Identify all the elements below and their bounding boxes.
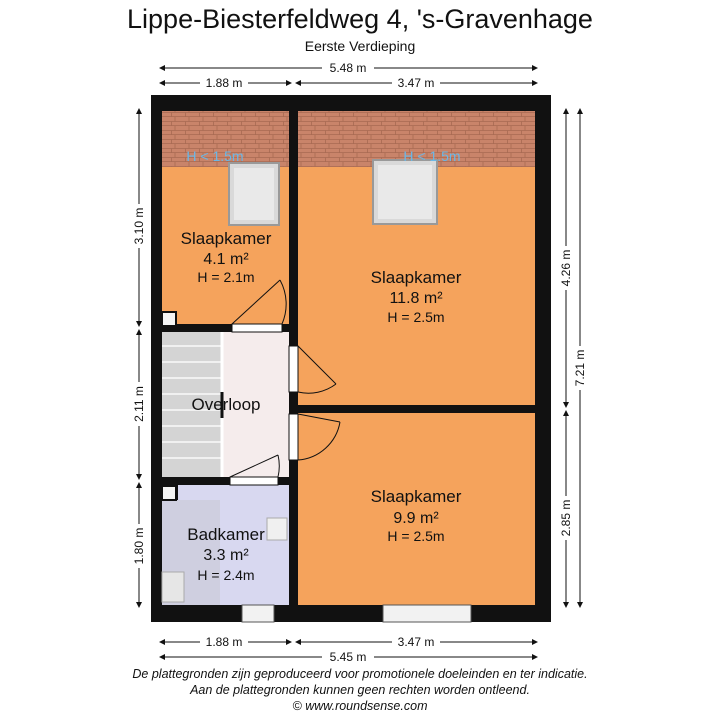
dim-bottom-total: 5.45 m [329,650,367,664]
room-label-height: H = 2.5m [387,528,445,544]
window-badkamer [242,605,274,622]
dim-bottom-right: 3.47 m [397,635,435,649]
room-label-height: H = 2.1m [197,269,255,285]
room-label-area: 3.3 m² [203,547,249,564]
page-title: Lippe-Biesterfeldweg 4, 's-Gravenhage [127,4,593,34]
dim-left-bottom: 1.80 m [132,527,146,565]
disclaimer-line-2: Aan de plattegronden kunnen geen rechten worden ontleend. [190,683,530,697]
pillar [162,312,176,326]
skylight-left-glass [234,168,274,220]
dim-top-total: 5.48 m [329,61,367,75]
room-label-area: 4.1 m² [203,251,249,268]
dim-top-left: 1.88 m [205,76,243,90]
dim-right-total: 7.21 m [573,349,587,387]
room-label-area: 11.8 m² [389,290,443,307]
room-label-name: Overloop [191,395,261,414]
dim-right-bottom: 2.85 m [559,499,573,537]
room-label-name: Slaapkamer [180,229,272,248]
low-ceiling-note-right: H < 1.5m [403,148,461,164]
room-label-height: H = 2.5m [387,309,445,325]
room-label-area: 9.9 m² [393,510,439,527]
pillar [162,486,176,500]
toilet [162,572,184,602]
dim-right-top: 4.26 m [559,249,573,287]
copyright-link: © www.roundsense.com [292,699,428,713]
disclaimer-line-1: De plattegronden zijn geproduceerd voor promotionele doeleinden en ter indicatie. [132,667,588,681]
window-slaapkamer-bottom [383,605,471,622]
low-ceiling-note-left: H < 1.5m [186,148,244,164]
room-label-name: Slaapkamer [370,268,462,287]
room-label-height: H = 2.4m [197,567,255,583]
skylight-right-glass [378,165,432,219]
dim-left-top: 3.10 m [132,207,146,245]
dim-left-mid: 2.11 m [132,386,146,422]
sink [267,518,287,540]
dim-top-right: 3.47 m [397,76,435,90]
room-slaapkamer-bottom [298,413,535,605]
room-label-name: Badkamer [187,525,265,544]
floor-subtitle: Eerste Verdieping [304,38,416,54]
dim-bottom-left: 1.88 m [205,635,243,649]
room-label-name: Slaapkamer [370,487,462,506]
